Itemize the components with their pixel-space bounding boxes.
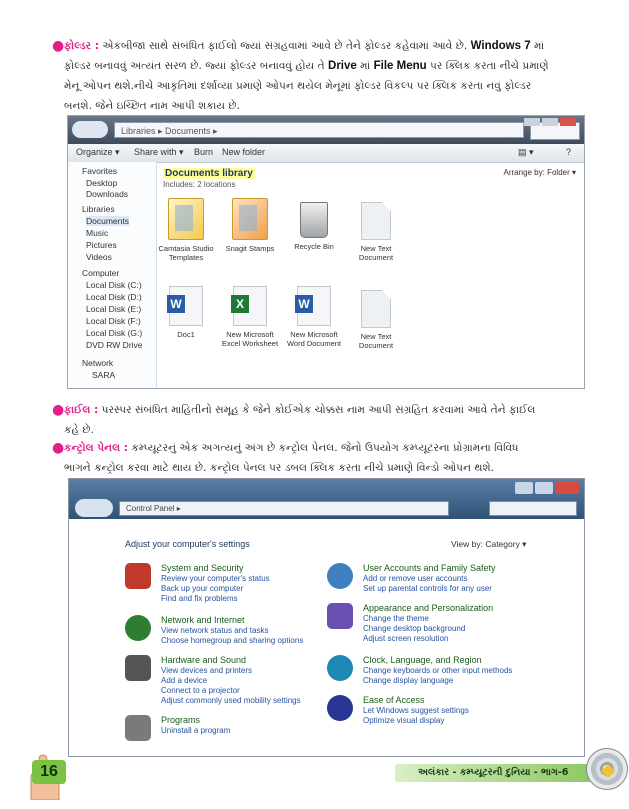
folder-icon bbox=[168, 198, 204, 240]
cp-category-user-accounts[interactable]: User Accounts and Family Safety Add or remove user accounts Set up parental controls for any user bbox=[327, 563, 517, 597]
nav-item[interactable]: Documents bbox=[86, 216, 129, 226]
nav-item[interactable]: SARA bbox=[92, 370, 116, 380]
organize-menu[interactable]: Organize ▾ bbox=[76, 147, 120, 157]
ease-of-access-icon bbox=[327, 695, 353, 721]
word-document-icon: W bbox=[169, 286, 203, 326]
control-panel-address-bar[interactable]: Control Panel ▸ bbox=[119, 501, 449, 516]
cp-category-appearance[interactable]: Appearance and Personalization Change the theme Change desktop background Adjust screen resolution bbox=[327, 603, 517, 647]
shield-icon bbox=[125, 563, 151, 589]
explorer-content bbox=[157, 162, 584, 388]
recycle-bin-icon bbox=[300, 202, 328, 238]
nav-item[interactable]: Downloads bbox=[86, 189, 129, 199]
maximize-button[interactable] bbox=[535, 482, 553, 494]
file-tile[interactable]: X New Microsoft Excel Worksheet bbox=[221, 286, 279, 348]
bullet-icon: ● bbox=[52, 440, 65, 456]
word-document-icon: W bbox=[297, 286, 331, 326]
folder-term: ફોલ્ડર : bbox=[64, 40, 99, 52]
file-tile[interactable]: Snagit Stamps bbox=[221, 198, 279, 253]
view-by-menu[interactable]: View by: Category ▾ bbox=[451, 539, 527, 549]
library-title: Documents library bbox=[165, 168, 253, 179]
page-number: 16 bbox=[32, 760, 66, 784]
nav-item[interactable]: Favorites bbox=[82, 166, 117, 176]
nav-item[interactable]: Network bbox=[82, 358, 114, 368]
help-icon[interactable]: ? bbox=[566, 147, 572, 157]
nav-item[interactable]: Local Disk (F:) bbox=[86, 316, 141, 326]
cp-category-network[interactable]: Network and Internet View network status and tasks Choose homegroup and sharing options bbox=[125, 615, 315, 655]
control-panel-heading: Adjust your computer's settings bbox=[125, 539, 250, 549]
bullet-icon: ● bbox=[52, 38, 65, 54]
explorer-titlebar bbox=[68, 116, 584, 144]
excel-worksheet-icon: X bbox=[233, 286, 267, 326]
explorer-toolbar bbox=[68, 144, 584, 163]
file-tile[interactable]: W New Microsoft Word Document bbox=[285, 286, 343, 348]
file-tile[interactable]: Camtasia Studio Templates bbox=[157, 198, 215, 262]
cp-category-ease-of-access[interactable]: Ease of Access Let Windows suggest settings Optimize visual display bbox=[327, 695, 517, 729]
view-options-icon[interactable]: ▤ ▾ bbox=[518, 147, 534, 157]
new-folder-button[interactable]: New folder bbox=[222, 147, 266, 157]
nav-item[interactable]: Libraries bbox=[82, 204, 115, 214]
text-document-icon bbox=[361, 202, 391, 240]
nav-item[interactable]: Pictures bbox=[86, 240, 117, 250]
bullet-icon: ● bbox=[52, 402, 65, 418]
printer-icon bbox=[125, 655, 151, 681]
library-subtitle: Includes: 2 locations bbox=[163, 180, 236, 189]
nav-item[interactable]: Local Disk (G:) bbox=[86, 328, 143, 338]
text-document-icon bbox=[361, 290, 391, 328]
file-tile[interactable]: W Doc1 bbox=[157, 286, 215, 339]
nav-item[interactable]: Local Disk (D:) bbox=[86, 292, 142, 302]
nav-item[interactable]: Music bbox=[86, 228, 109, 238]
nav-item[interactable]: Local Disk (C:) bbox=[86, 280, 142, 290]
control-panel-titlebar bbox=[69, 479, 584, 519]
cp-category-programs[interactable]: Programs Uninstall a program bbox=[125, 715, 315, 739]
back-forward-buttons[interactable] bbox=[75, 499, 113, 517]
burn-button[interactable]: Burn bbox=[194, 147, 214, 157]
appearance-icon bbox=[327, 603, 353, 629]
minimize-button[interactable] bbox=[515, 482, 533, 494]
nav-item[interactable]: Local Disk (E:) bbox=[86, 304, 142, 314]
explorer-screenshot bbox=[67, 115, 585, 389]
cp-category-hardware-sound[interactable]: Hardware and Sound View devices and printers Add a device Connect to a projector Adjust commonly used mobility settings bbox=[125, 655, 315, 707]
file-tile[interactable]: New Text Document bbox=[347, 290, 405, 350]
back-forward-buttons[interactable] bbox=[72, 121, 108, 138]
cp-category-system-security[interactable]: System and Security Review your computer's status Back up your computer Find and fix problems bbox=[125, 563, 315, 607]
close-button[interactable] bbox=[555, 482, 579, 494]
nav-item[interactable]: DVD RW Drive bbox=[86, 340, 143, 350]
nav-item[interactable]: Desktop bbox=[86, 178, 118, 188]
share-menu[interactable]: Share with ▾ bbox=[134, 147, 184, 157]
file-tile[interactable]: New Text Document bbox=[347, 202, 405, 262]
users-icon bbox=[327, 563, 353, 589]
close-button[interactable] bbox=[560, 118, 576, 126]
programs-icon bbox=[125, 715, 151, 741]
control-panel-screenshot bbox=[68, 478, 585, 757]
cp-category-clock-region[interactable]: Clock, Language, and Region Change keyboards or other input methods Change display language bbox=[327, 655, 517, 689]
file-term: ફાઈલ : bbox=[64, 404, 99, 416]
nav-item[interactable]: Computer bbox=[82, 268, 120, 278]
maximize-button[interactable] bbox=[542, 118, 558, 126]
control-panel-paragraph: ● કન્ટ્રોલ પેનલ : કમ્પ્યૂટરનું એક અગત્યનું અંગ છે કન્ટ્રોલ પેનલ. જેનો ઉપયોગ કમ્પ્યૂટરના પ્રોગ્રામના વિવિધ ભાગને કન્ટ્રોલ કરવા માટે થાય છે. કન્ટ્રોલ પેનલ પર ડબલ ક્લિક કરતા નીચે પ્રમાણે વિન્ડો ઓપન થશે. bbox=[52, 440, 519, 474]
control-panel-term: કન્ટ્રોલ પેનલ : bbox=[64, 442, 128, 454]
explorer-address-bar[interactable]: Libraries ▸ Documents ▸ bbox=[114, 122, 524, 138]
file-tile[interactable]: Recycle Bin bbox=[285, 202, 343, 251]
nav-item[interactable]: Videos bbox=[86, 252, 112, 262]
folder-icon bbox=[232, 198, 268, 240]
minimize-button[interactable] bbox=[524, 118, 540, 126]
file-paragraph: ● ફાઈલ : પરસ્પર સંબંધિત માહિતીનો સમૂહ કે જેને કોઈએક ચોક્કસ નામ આપી સંગ્રહિત કરવામાં આવે તેને ફાઈલ કહે છે. bbox=[52, 402, 536, 436]
book-title: અલંકાર - કમ્પ્યૂટરની દુનિયા - ભાગ-6 bbox=[418, 767, 569, 778]
folder-paragraph: ● ફોલ્ડર : એકબીજા સાથે સંબંધિત ફાઈલો જ્યાં સંગ્રહવામાં આવે છે તેને ફોલ્ડર કહેવામાં આવે છે. Windows 7 માં ફોલ્ડર બનાવવું અત્યંત સરળ છે. જ્યાં ફોલ્ડર બનાવવું હોય તે Drive માં File Menu પર ક્લિક કરતા નીચે પ્રમાણે મેનૂ ઓપન થશે.નીચે આકૃતિમાં દર્શાવ્યા પ્રમાણે ઓપન થયેલ મેનૂમાં ફોલ્ડર વિકલ્પ પર ક્લિક કરતા નવું ફોલ્ડર બનશે. જેને ઇચ્છિત નામ આપી શકાય છે. bbox=[52, 38, 549, 112]
arrange-by-menu[interactable]: Arrange by: Folder ▾ bbox=[503, 168, 576, 177]
network-globe-icon bbox=[125, 615, 151, 641]
control-panel-search-box[interactable] bbox=[489, 501, 577, 516]
clock-globe-icon bbox=[327, 655, 353, 681]
navigation-pane bbox=[68, 162, 157, 388]
